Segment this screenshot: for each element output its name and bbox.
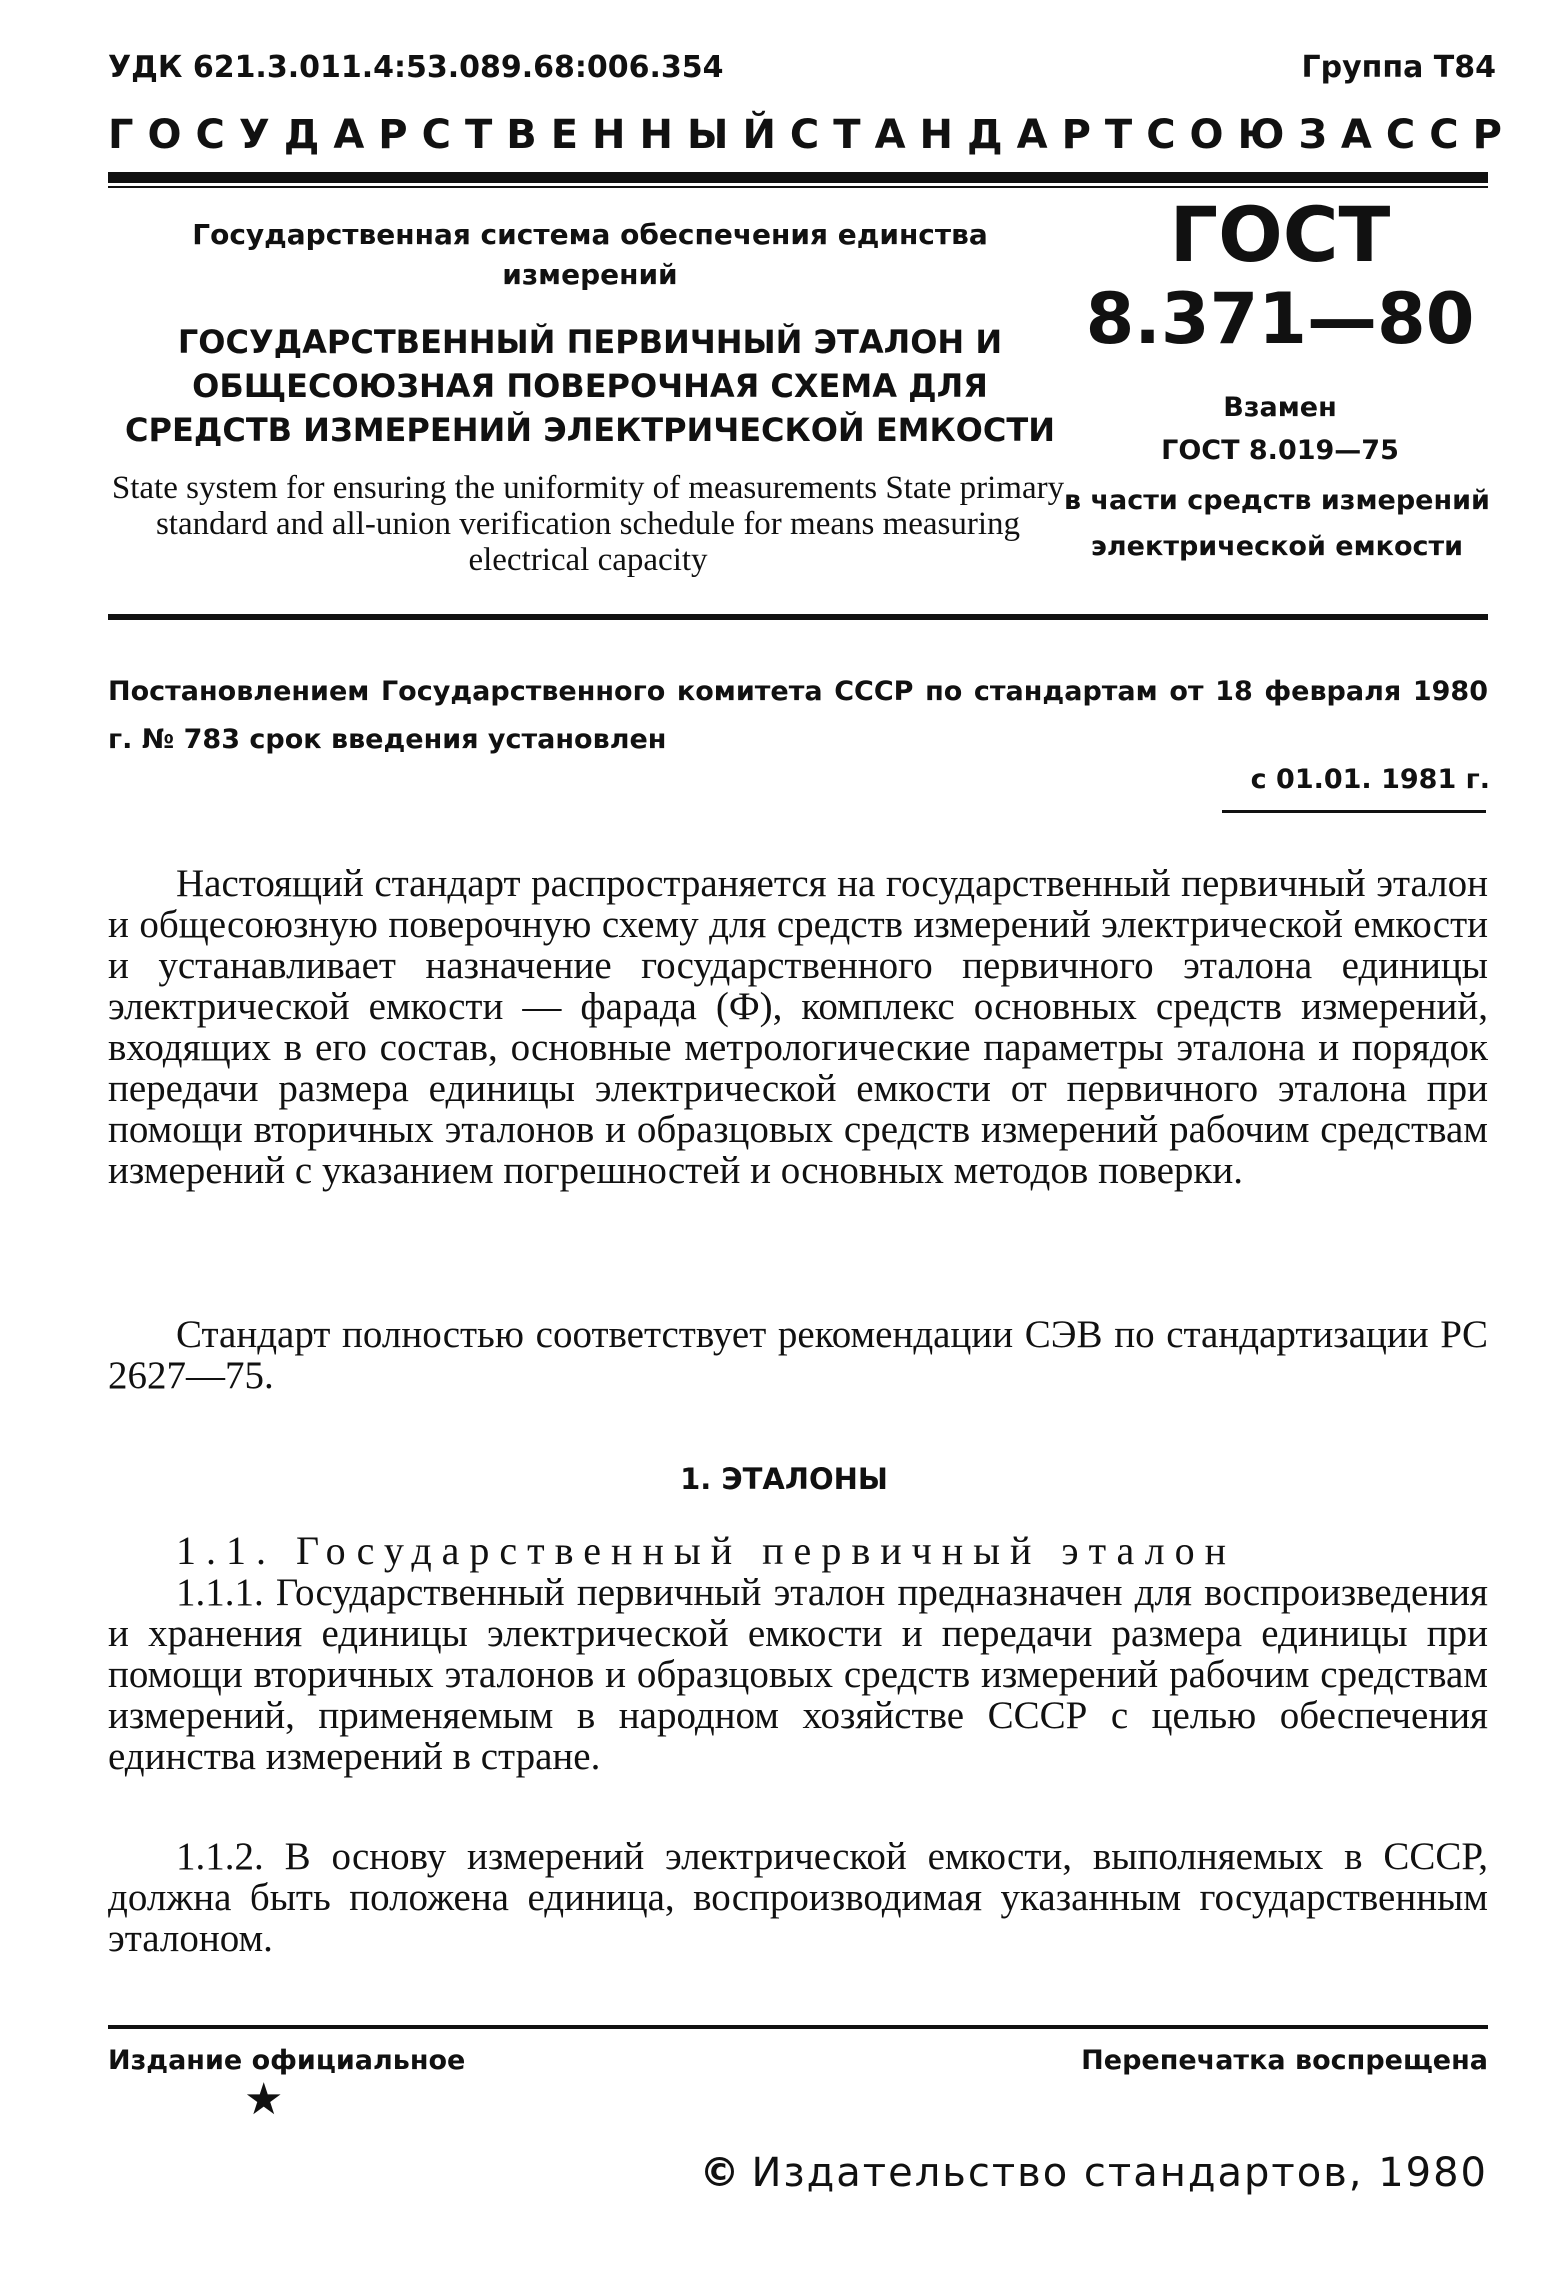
publisher-name: Издательство стандартов, 1980 [751,2150,1488,2196]
gost-label: ГОСТ [1169,190,1391,279]
effective-date: с 01.01. 1981 г. [1250,764,1490,795]
intro-paragraph: Настоящий стандарт распространяется на государственный первичный эталон и общесоюзную поверочную схему для средств измерений электрической емкости и устанавливает назначение государственного первичного эталона единицы электрической емкости — фарада (Ф), комплекс основных средств измерений, входящих в его состав, основные метрологические параметры эталона и порядок передачи размера единицы электрической емкости от первичного эталона при помощи вторичных эталонов и образцовых средств измерений рабочим средствам измерений с указанием погрешностей и основных методов поверки. [108,862,1488,1192]
system-title: Государственная система обеспечения единства измерений [192,218,988,291]
clause-paragraph: 1.1.2. В основу измерений электрической емкости, выполняемых в СССР, должна быть положена единица, воспроизводимая указанным государственным эталоном. [108,1835,1488,1960]
main-title: ГОСУДАРСТВЕННЫЙ ПЕРВИЧНЫЙ ЭТАЛОН И ОБЩЕСОЮЗНАЯ ПОВЕРОЧНАЯ СХЕМА ДЛЯ СРЕДСТВ ИЗМЕРЕНИЙ ЭЛЕКТРИЧЕСКОЙ ЕМКОСТИ [125,323,1055,449]
decree-text: Постановлением Государственного комитета СССР по стандартам от 18 февраля 1980 г. № 783 срок введения установлен [108,676,1488,755]
clause-paragraph: 1.1.1. Государственный первичный эталон предназначен для воспроизведения и хранения единицы электрической емкости и передачи размера единицы при помощи вторичных эталонов и образцовых средств измерений рабочим средствам измерений, применяемым в народном хозяйстве СССР с целью обеспечения единства измерений в стране. [108,1571,1488,1778]
standard-name-word: ГОСУДАРСТВЕННЫЙ [108,112,790,158]
standard-name-word: СОЮЗА [1146,112,1386,158]
edition-label: Издание официальное [108,2045,466,2076]
subsection-heading: 1.1. Государственный первичный эталон [176,1528,1237,1573]
gost-number: 8.371—80 [1085,278,1475,360]
footer-divider [108,2025,1488,2029]
replaces-scope: в части средств измерений электрической емкости [1064,485,1490,562]
publisher-line [699,2150,1488,2196]
title-divider [108,614,1488,620]
reprint-notice: Перепечатка воспрещена [1081,2045,1488,2076]
copyright-icon: © [699,2150,742,2196]
date-underline [1222,810,1486,813]
replaces-standard: ГОСТ 8.019—75 [1161,435,1399,466]
section-heading: 1. ЭТАЛОНЫ [680,1462,888,1496]
standard-name-word: ССР [1385,112,1516,158]
udk-code: УДК 621.3.011.4:53.089.68:006.354 [108,50,724,85]
header-divider-thin [108,186,1488,188]
english-title: State system for ensuring the uniformity of measurements State primary standard and all-union verification schedule for means measuring electrical capacity [111,470,1065,578]
standard-name-word: СТАНДАРТ [789,112,1147,158]
replaces-label: Взамен [1223,392,1337,423]
standard-name [108,112,1516,158]
intro-paragraph: Стандарт полностью соответствует рекомендации СЭВ по стандартизации PC 2627—75. [108,1313,1488,1397]
header-divider [108,172,1488,183]
star-icon: ★ [244,2074,284,2125]
group-code: Группа Т84 [1301,50,1496,85]
